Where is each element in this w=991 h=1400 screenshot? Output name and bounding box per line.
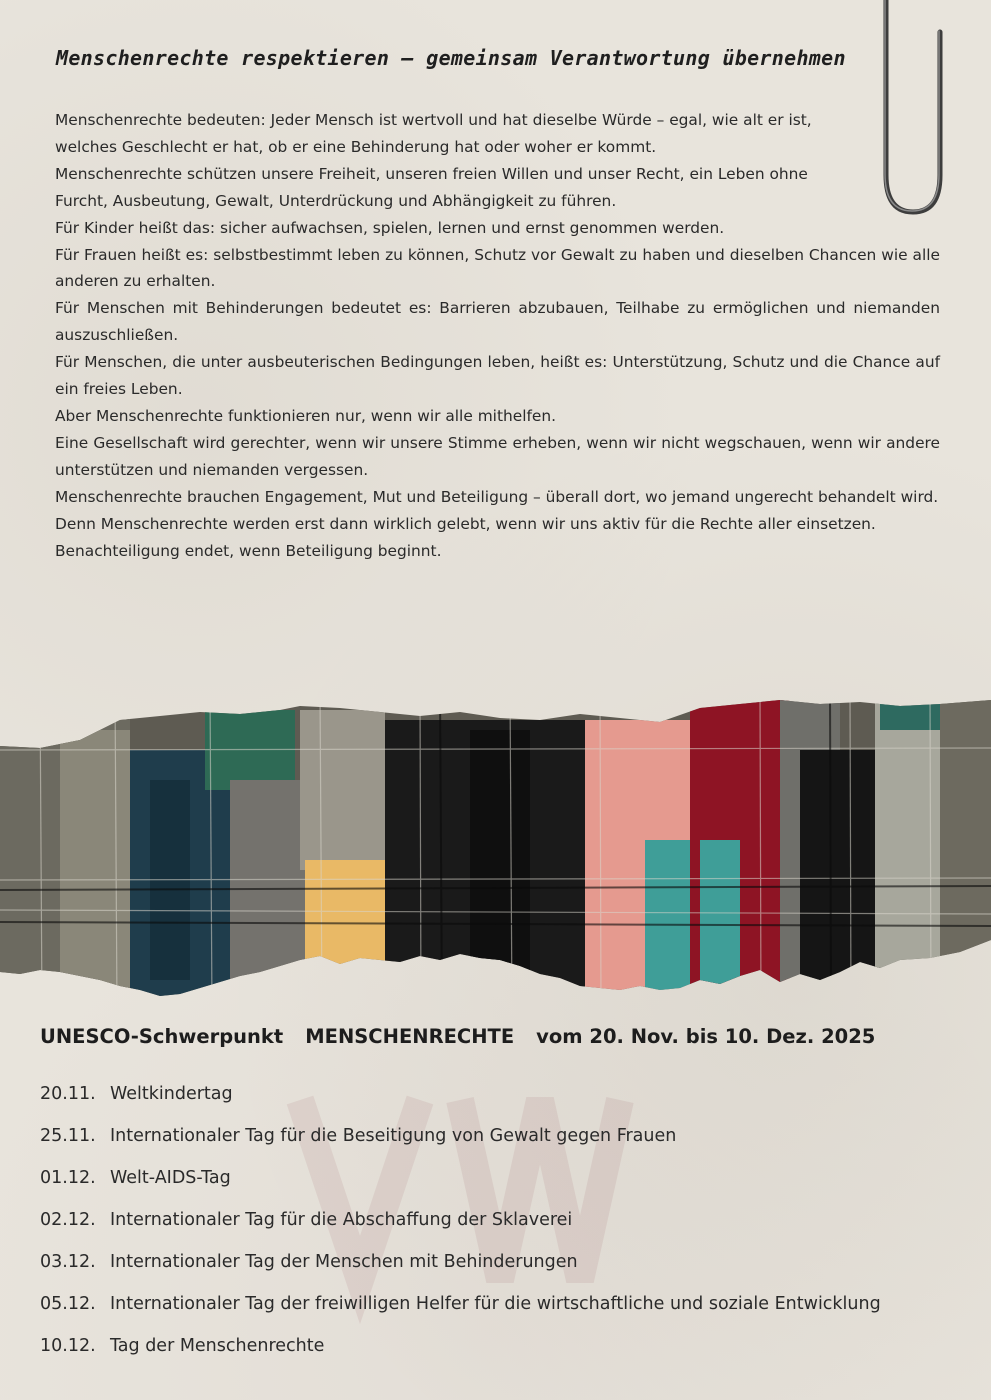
- list-item: [40, 1076, 980, 1118]
- paragraph: Benachteiligung endet, wenn Beteiligung beginnt.: [55, 541, 442, 560]
- item-label: Internationaler Tag der freiwilligen Helfer für die wirtschaftliche und soziale Entwicklung: [110, 1294, 881, 1314]
- page-title: Menschenrechte respektieren – gemeinsam Verantwortung übernehmen: [56, 46, 846, 70]
- paragraph: Menschenrechte schützen unsere Freiheit, unseren freien Willen und unser Recht, ein Leben ohne Furcht, Ausbeutung, Gewalt, Unterdrückung und Abhängigkeit zu führen.: [55, 164, 808, 210]
- item-date: 20.11.: [40, 1084, 96, 1104]
- item-label: Internationaler Tag für die Abschaffung der Sklaverei: [110, 1210, 573, 1230]
- paragraph: Denn Menschenrechte werden erst dann wirklich gelebt, wenn wir uns aktiv für die Rechte aller einsetzen.: [55, 514, 876, 533]
- schedule-header-topic: MENSCHENRECHTE: [305, 1025, 515, 1048]
- item-label: Internationaler Tag der Menschen mit Behinderungen: [110, 1252, 578, 1272]
- item-label: Internationaler Tag für die Beseitigung von Gewalt gegen Frauen: [110, 1126, 677, 1146]
- schedule-header-label: UNESCO-Schwerpunkt: [40, 1025, 284, 1048]
- list-item: [40, 1118, 980, 1160]
- schedule-header-period: vom 20. Nov. bis 10. Dez. 2025: [536, 1025, 876, 1048]
- item-label: Welt-AIDS-Tag: [110, 1168, 231, 1188]
- list-item: [40, 1328, 980, 1370]
- item-date: 10.12.: [40, 1336, 96, 1356]
- list-item: [40, 1202, 980, 1244]
- paragraph: Aber Menschenrechte funktionieren nur, wenn wir alle mithelfen.: [55, 406, 557, 425]
- paragraph: Menschenrechte bedeuten: Jeder Mensch ist wertvoll und hat dieselbe Würde – egal, wie alt er ist, welches Geschlecht er hat, ob er eine Behinderung hat oder woher er kommt.: [55, 111, 812, 156]
- schedule-header: [40, 1025, 970, 1048]
- paragraph: Menschenrechte brauchen Engagement, Mut und Beteiligung – überall dort, wo jemand ungerecht behandelt wird.: [55, 487, 939, 506]
- paragraph: Für Frauen heißt es: selbstbestimmt leben zu können, Schutz vor Gewalt zu haben und dieselben Chancen wie alle anderen zu erhalten.: [55, 245, 940, 291]
- paragraph: Eine Gesellschaft wird gerechter, wenn wir unsere Stimme erheben, wenn wir nicht wegschauen, wenn wir andere unterstützen und niemanden vergessen.: [55, 433, 940, 479]
- item-date: 25.11.: [40, 1126, 96, 1146]
- item-date: 03.12.: [40, 1252, 96, 1272]
- list-item: [40, 1160, 980, 1202]
- item-date: 05.12.: [40, 1294, 96, 1314]
- item-label: Weltkindertag: [110, 1084, 233, 1104]
- paragraph: Für Kinder heißt das: sicher aufwachsen, spielen, lernen und ernst genommen werden.: [55, 218, 725, 237]
- abstract-artwork-image: [0, 690, 991, 1010]
- paragraph: Für Menschen mit Behinderungen bedeutet es: Barrieren abzubauen, Teilhabe zu ermöglichen und niemanden auszuschließen.: [55, 299, 940, 345]
- schedule-list: [40, 1076, 980, 1370]
- item-date: 02.12.: [40, 1210, 96, 1230]
- item-label: Tag der Menschenrechte: [110, 1336, 325, 1356]
- item-date: 01.12.: [40, 1168, 96, 1188]
- body-text: [55, 107, 940, 564]
- list-item: [40, 1286, 980, 1328]
- paragraph: Für Menschen, die unter ausbeuterischen Bedingungen leben, heißt es: Unterstützung, Schutz und die Chance auf ein freies Leben.: [55, 353, 940, 399]
- list-item: [40, 1244, 980, 1286]
